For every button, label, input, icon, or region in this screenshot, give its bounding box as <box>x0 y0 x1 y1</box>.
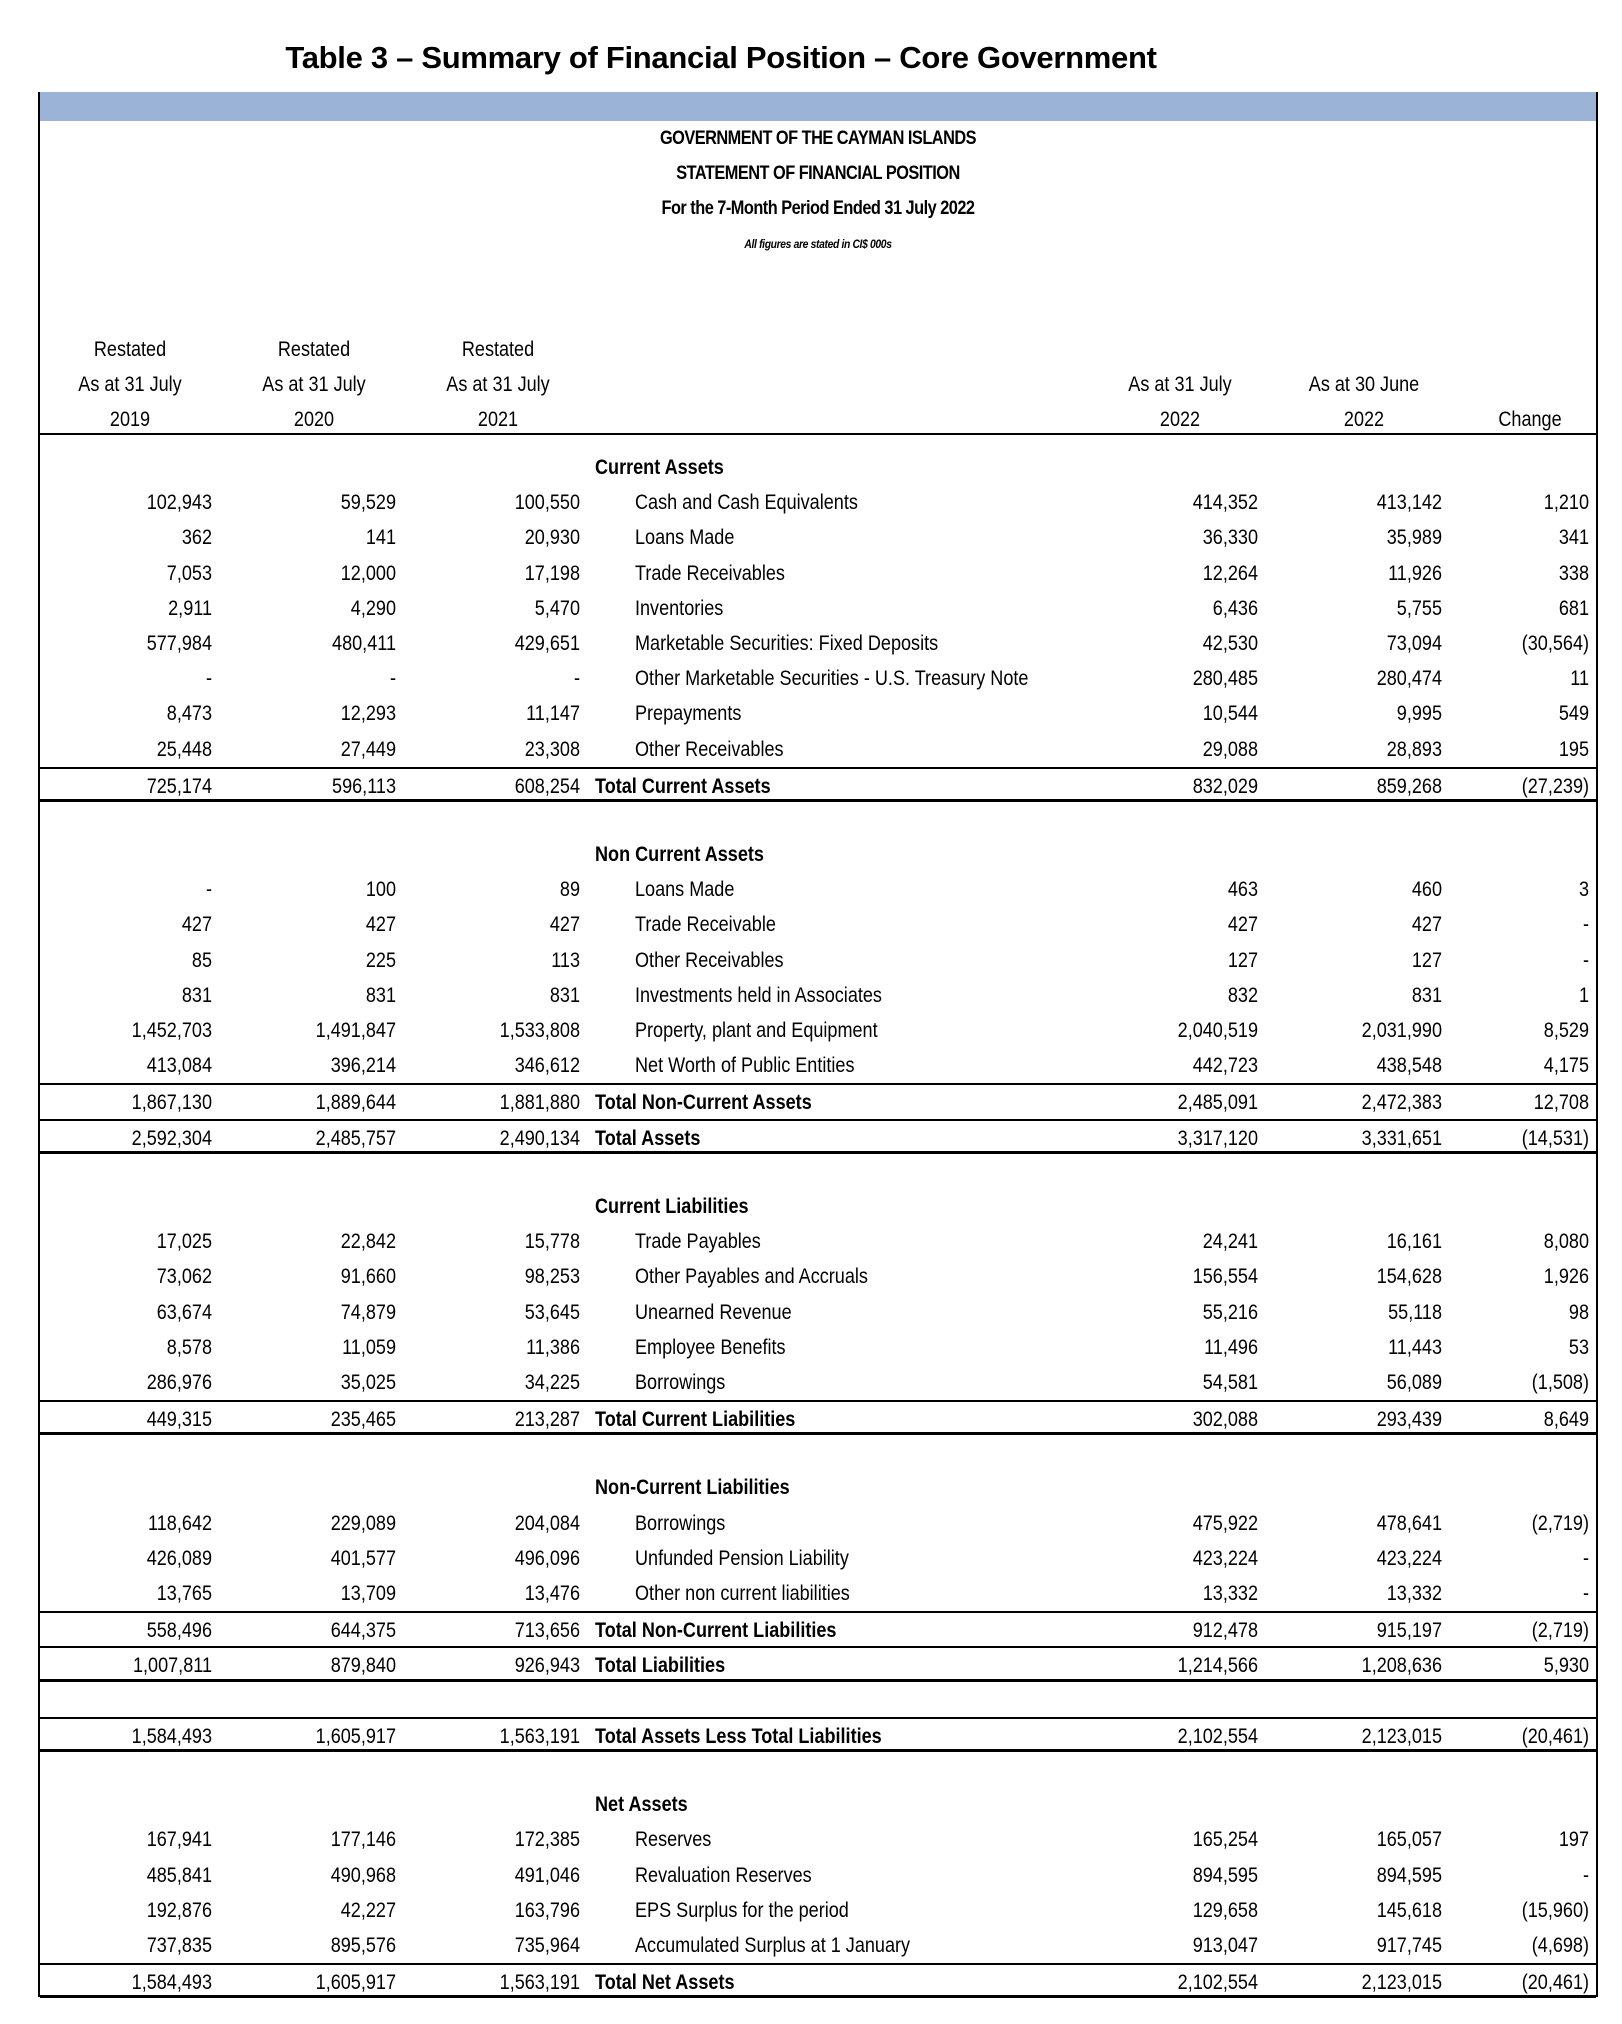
spacer-row <box>40 1435 1596 1470</box>
table-body <box>40 450 1596 1998</box>
column-header-2020: Restated As at 31 July 2020 <box>262 338 366 431</box>
table-row: 362 141 20,930 Loans Made 36,330 35,989 341 <box>181 526 1589 550</box>
table-row: 427 427 427 Trade Receivable 427 427 - <box>181 913 1589 937</box>
table-row: - - - Other Marketable Securities - U.S. Treasury Note 280,485 280,474 11 <box>205 667 1589 691</box>
section-heading-net-assets: Net Assets <box>595 1793 688 1817</box>
total-row-non-current-assets: 1,867,130 1,889,644 1,881,880 Total Non-Current Assets 2,485,091 2,472,383 12,708 <box>40 1083 1596 1118</box>
table-row: 25,448 27,449 23,308 Other Receivables 29,088 28,893 195 <box>156 737 1589 761</box>
table-row: 2,911 4,290 5,470 Inventories 6,436 5,755 681 <box>168 596 1589 620</box>
table-row: 8,473 12,293 11,147 Prepayments 10,544 9,995 549 <box>166 702 1589 726</box>
table-row: 167,941 177,146 172,385 Reserves 165,254 165,057 197 <box>146 1828 1589 1852</box>
table-row: 118,642 229,089 204,084 Borrowings 475,922 478,641 (2,719) <box>148 1511 1589 1535</box>
total-row-assets-less-liabilities: 1,584,493 1,605,917 1,563,191 Total Assets Less Total Liabilities 2,102,554 2,123,015 (20,461) <box>40 1717 1596 1752</box>
header-band <box>40 92 1596 121</box>
spacer-row <box>40 1154 1596 1189</box>
spacer-row <box>40 802 1596 837</box>
table-row: 426,089 401,577 496,096 Unfunded Pension Liability 423,224 423,224 - <box>146 1546 1589 1570</box>
table-row: 1,452,703 1,491,847 1,533,808 Property, plant and Equipment 2,040,519 2,031,990 8,529 <box>131 1019 1589 1042</box>
statement-period: For the 7-Month Period Ended 31 July 2022 <box>661 198 975 219</box>
section-heading-current-assets: Current Assets <box>595 456 724 479</box>
table-row: 485,841 490,968 491,046 Revaluation Reserves 894,595 894,595 - <box>146 1863 1589 1887</box>
table-row: 831 831 831 Investments held in Associates 832 831 1 <box>181 983 1589 1007</box>
column-header-2019: Restated As at 31 July 2019 <box>78 338 182 431</box>
statement-title: STATEMENT OF FINANCIAL POSITION <box>676 163 960 184</box>
section-heading-current-liabilities: Current Liabilities <box>595 1194 749 1218</box>
section-heading-non-current-liabilities: Non-Current Liabilities <box>595 1476 790 1500</box>
total-row-total-liabilities: 1,007,811 879,840 926,943 Total Liabilities 1,214,566 1,208,636 5,930 <box>40 1646 1596 1681</box>
page-title: Table 3 – Summary of Financial Position – Core Government <box>285 40 1157 75</box>
header-divider <box>40 433 1596 435</box>
spacer-row <box>40 1682 1596 1717</box>
section-heading-non-current-assets: Non Current Assets <box>595 843 764 867</box>
table-row: 7,053 12,000 17,198 Trade Receivables 12,264 11,926 338 <box>166 561 1589 585</box>
column-header-2021: Restated As at 31 July 2021 <box>446 338 550 431</box>
financial-statement-table <box>38 92 1598 1997</box>
total-row-current-liabilities: 449,315 235,465 213,287 Total Current Liabilities 302,088 293,439 8,649 <box>40 1400 1596 1435</box>
column-header-jul-2022: As at 31 July 2022 <box>1128 373 1232 431</box>
total-row-current-assets: 725,174 596,113 608,254 Total Current Assets 832,029 859,268 (27,239) <box>40 767 1596 802</box>
column-header-change: Change <box>1498 408 1562 431</box>
table-row: 63,674 74,879 53,645 Unearned Revenue 55,216 55,118 98 <box>156 1300 1589 1324</box>
total-row-non-current-liabilities: 558,496 644,375 713,656 Total Non-Current Liabilities 912,478 915,197 (2,719) <box>40 1611 1596 1646</box>
statement-units-note: All figures are stated in CI$ 000s <box>744 237 892 251</box>
table-row: 737,835 895,576 735,964 Accumulated Surplus at 1 January 913,047 917,745 (4,698) <box>146 1933 1589 1957</box>
total-row-net-assets: 1,584,493 1,605,917 1,563,191 Total Net Assets 2,102,554 2,123,015 (20,461) <box>40 1963 1596 1998</box>
table-row: - 100 89 Loans Made 463 460 3 <box>205 878 1589 902</box>
statement-entity: GOVERNMENT OF THE CAYMAN ISLANDS <box>659 128 977 149</box>
column-header-jun-2022: As at 30 June 2022 <box>1308 373 1420 431</box>
table-row: 102,943 59,529 100,550 Cash and Cash Equivalents 414,352 413,142 1,210 <box>146 491 1589 515</box>
table-row: 286,976 35,025 34,225 Borrowings 54,581 56,089 (1,508) <box>146 1370 1589 1394</box>
total-row-total-assets: 2,592,304 2,485,757 2,490,134 Total Assets 3,317,120 3,331,651 (14,531) <box>40 1119 1596 1154</box>
table-row: 8,578 11,059 11,386 Employee Benefits 11,496 11,443 53 <box>166 1335 1589 1359</box>
table-row: 73,062 91,660 98,253 Other Payables and Accruals 156,554 154,628 1,926 <box>156 1265 1589 1289</box>
table-row: 192,876 42,227 163,796 EPS Surplus for the period 129,658 145,618 (15,960) <box>146 1898 1589 1922</box>
table-row: 17,025 22,842 15,778 Trade Payables 24,241 16,161 8,080 <box>156 1230 1589 1254</box>
table-row: 85 225 113 Other Receivables 127 127 - <box>191 948 1589 972</box>
spacer-row <box>40 1752 1596 1787</box>
table-row: 577,984 480,411 429,651 Marketable Securities: Fixed Deposits 42,530 73,094 (30,564) <box>146 631 1589 655</box>
table-row: 13,765 13,709 13,476 Other non current liabilities 13,332 13,332 - <box>156 1582 1589 1605</box>
table-row: 413,084 396,214 346,612 Net Worth of Public Entities 442,723 438,548 4,175 <box>146 1054 1589 1078</box>
